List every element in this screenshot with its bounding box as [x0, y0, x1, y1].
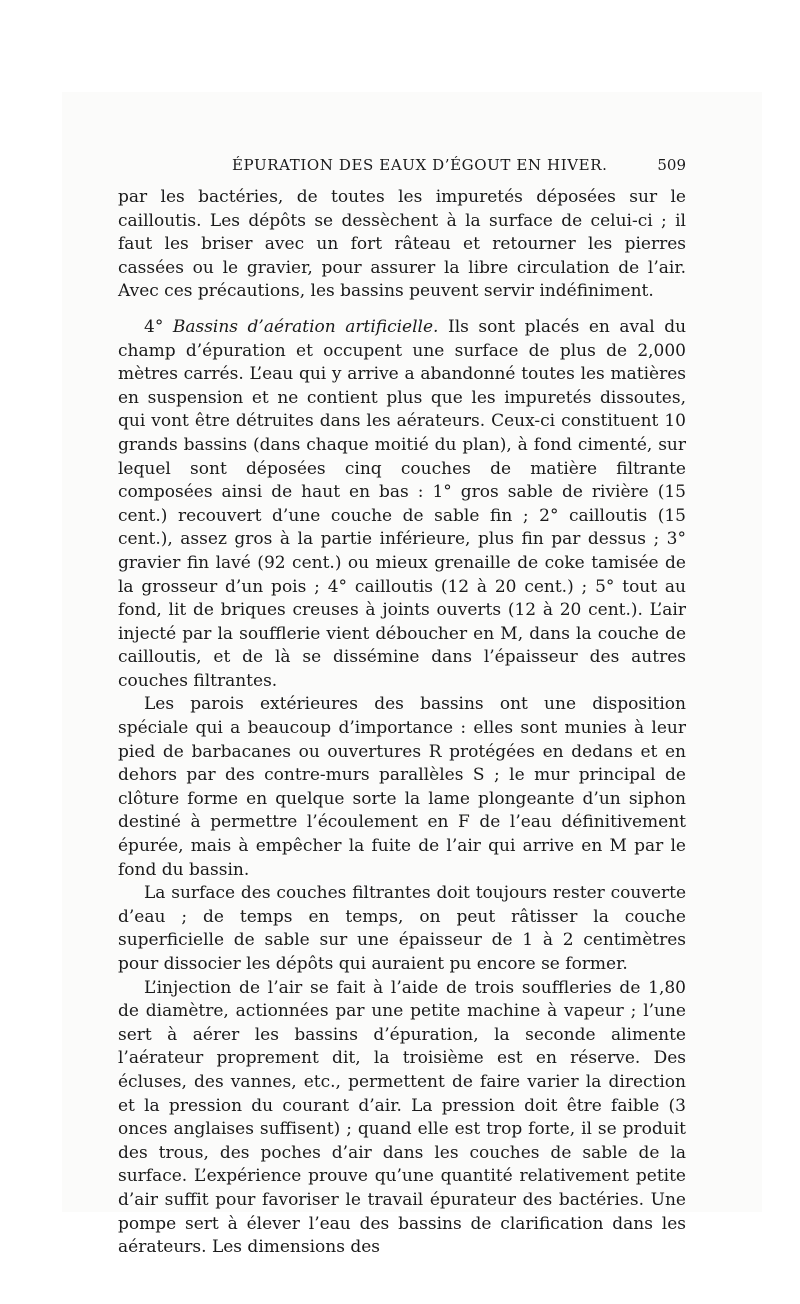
paragraph-filter-surface: La surface des couches filtrantes doit toujours rester couverte d’eau ; de temps en temps, on peut râtisser la couche superficielle de sable sur une épaisseur de 1 à 2 centimètres pour dissocier les dépôts qui auraient pu encore se former.: [118, 883, 686, 974]
section-number: 4°: [144, 316, 164, 337]
page-header: [62, 152, 686, 182]
paragraph-artificial-aeration: [118, 316, 686, 694]
paragraph-walls: Les parois extérieures des bassins ont une disposition spéciale qui a beaucoup d’importance : elles sont munies à leur pied de barbacanes ou ouvertures R protégées en dedans et en dehors par des contre-murs parallèles S ; le mur principal de clôture forme en quelque sorte la lame plongeante d’un siphon destiné à permettre l’écoulement en F de l’eau définitivement épurée, mais à empêcher la fuite de l’air qui arrive en M par le fond du bassin.: [118, 694, 686, 880]
running-head: ÉPURATION DES EAUX D’ÉGOUT EN HIVER.: [232, 156, 608, 174]
section-title: Bassins d’aération artificielle.: [172, 316, 439, 337]
text-body: [118, 186, 686, 1260]
section-text: Ils sont placés en aval du champ d’épuration et occupent une surface de plus de 2,000 mètres carrés. L’eau qui y arrive a abandonné toutes les matières en suspension et ne contient plus que les impuretés dissoutes, qui vont être détruites dans les aérateurs. Ceux-ci constituent 10 grands bassins (dans chaque moitié du plan), à fond cimenté, sur lequel sont déposées cinq couches de matière filtrante composées ainsi de haut en bas : 1° gros sable de rivière (15 cent.) recouvert d’une couche de sable fin ; 2° cailloutis (15 cent.), assez gros à la partie inférieure, plus fin par dessus ; 3° gravier fin lavé (92 cent.) ou mieux grenaille de coke tamisée de la grosseur d’un pois ; 4° cailloutis (12 à 20 cent.) ; 5° tout au fond, lit de briques creuses à joints ouverts (12 à 20 cent.). L’air injecté par la soufflerie vient déboucher en M, dans la couche de cailloutis, et de là se dissémine dans l’épaisseur des autres couches filtrantes.: [118, 316, 687, 691]
page-number: 509: [657, 156, 686, 174]
paragraph-continuation: par les bactéries, de toutes les impuretés déposées sur le cailloutis. Les dépôts se dessèchent à la surface de celui-ci ; il faut les briser avec un fort râteau et retourner les pierres cassées ou le gravier, pour assurer la libre circulation de l’air. Avec ces précautions, les bassins peuvent servir indéfiniment.: [118, 187, 686, 302]
paragraph-air-injection: L’injection de l’air se fait à l’aide de trois souffleries de 1,80 de diamètre, actionnées par une petite machine à vapeur ; l’une sert à aérer les bassins d’épuration, la seconde alimente l’aérateur proprement dit, la troisième est en réserve. Des écluses, des vannes, etc., permettent de faire varier la direction et la pression du courant d’air. La pression doit être faible (3 onces anglaises suffisent) ; quand elle est trop forte, il se produit des trous, des poches d’air dans les couches de sable de la surface. L’expérience prouve qu’une quantité relativement petite d’air suffit pour favoriser le travail épurateur des bactéries. Une pompe sert à élever l’eau des bassins de clarification dans les aérateurs. Les dimensions des: [118, 977, 686, 1258]
